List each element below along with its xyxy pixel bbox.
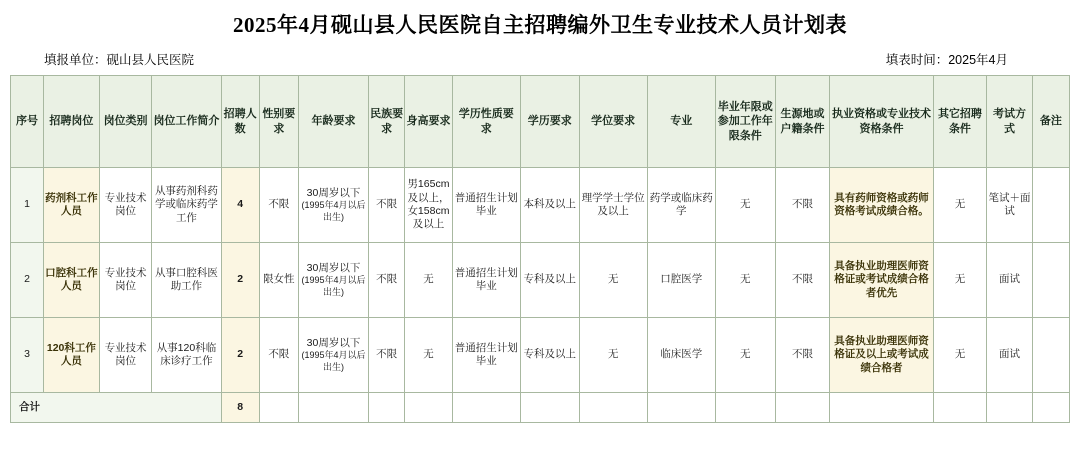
cell-age-main: 30周岁以下: [306, 336, 361, 349]
cell-ethnic: 不限: [369, 318, 405, 393]
cell-count: 2: [221, 243, 259, 318]
header-exam: 考试方式: [987, 76, 1032, 168]
cell-age-note: (1995年4月以后出生): [301, 350, 366, 372]
total-blank-gender: [259, 393, 298, 423]
header-other: 其它招聘条件: [933, 76, 987, 168]
cell-edu-nature: 普通招生计划毕业: [452, 243, 520, 318]
cell-remark: [1032, 168, 1069, 243]
header-remark: 备注: [1032, 76, 1069, 168]
total-blank-edu-nature: [452, 393, 520, 423]
cell-other: 无: [933, 168, 987, 243]
header-household: 生源地或户籍条件: [775, 76, 830, 168]
cell-age-note: (1995年4月以后出生): [301, 275, 366, 297]
cell-exam: 笔试＋面试: [987, 168, 1032, 243]
header-years: 毕业年限或参加工作年限条件: [715, 76, 775, 168]
cell-other: 无: [933, 243, 987, 318]
cell-count: 4: [221, 168, 259, 243]
header-intro: 岗位工作简介: [152, 76, 221, 168]
header-count: 招聘人数: [221, 76, 259, 168]
cell-qualification: 具有药师资格或药师资格考试成绩合格。: [830, 168, 933, 243]
reporting-unit-label: 填报单位：砚山县人民医院: [44, 53, 195, 67]
cell-age: [298, 318, 368, 393]
cell-edu-level: 专科及以上: [520, 318, 579, 393]
cell-degree: 理学学士学位及以上: [579, 168, 647, 243]
header-gender: 性别要求: [259, 76, 298, 168]
total-blank-qualification: [830, 393, 933, 423]
table-row: [11, 168, 1070, 243]
cell-gender: 限女性: [259, 243, 298, 318]
cell-major: 口腔医学: [647, 243, 715, 318]
total-blank-height: [405, 393, 452, 423]
total-blank-age: [298, 393, 368, 423]
cell-category: 专业技术岗位: [99, 243, 152, 318]
total-blank-remark: [1032, 393, 1069, 423]
cell-years: 无: [715, 243, 775, 318]
total-blank-other: [933, 393, 987, 423]
header-major: 专业: [647, 76, 715, 168]
total-blank-years: [715, 393, 775, 423]
cell-post: 120科工作人员: [44, 318, 100, 393]
cell-seq: 2: [11, 243, 44, 318]
cell-degree: 无: [579, 318, 647, 393]
cell-qualification: 具备执业助理医师资格证及以上或考试成绩合格者: [830, 318, 933, 393]
cell-major: 药学或临床药学: [647, 168, 715, 243]
cell-age: [298, 243, 368, 318]
header-ethnic: 民族要求: [369, 76, 405, 168]
header-edu-level: 学历要求: [520, 76, 579, 168]
cell-household: 不限: [775, 318, 830, 393]
cell-ethnic: 不限: [369, 168, 405, 243]
total-blank-ethnic: [369, 393, 405, 423]
cell-post: 口腔科工作人员: [44, 243, 100, 318]
cell-age-main: 30周岁以下: [306, 186, 361, 199]
cell-remark: [1032, 318, 1069, 393]
meta-row: [0, 41, 1080, 75]
cell-household: 不限: [775, 243, 830, 318]
cell-height: 无: [405, 318, 452, 393]
cell-height: 男165cm及以上，女158cm及以上: [405, 168, 452, 243]
cell-years: 无: [715, 318, 775, 393]
total-blank-edu-level: [520, 393, 579, 423]
cell-major: 临床医学: [647, 318, 715, 393]
cell-age-main: 30周岁以下: [306, 261, 361, 274]
cell-household: 不限: [775, 168, 830, 243]
table-row: [11, 243, 1070, 318]
cell-seq: 1: [11, 168, 44, 243]
cell-edu-level: 本科及以上: [520, 168, 579, 243]
total-blank-exam: [987, 393, 1032, 423]
cell-age: [298, 168, 368, 243]
total-blank-major: [647, 393, 715, 423]
cell-gender: 不限: [259, 168, 298, 243]
header-post: 招聘岗位: [44, 76, 100, 168]
header-category: 岗位类别: [99, 76, 152, 168]
table-total-row: [11, 393, 1070, 423]
page-title: 2025年4月砚山县人民医院自主招聘编外卫生专业技术人员计划表: [233, 13, 847, 37]
cell-age-note: (1995年4月以后出生): [301, 200, 366, 222]
table-row: [11, 318, 1070, 393]
header-qualification: 执业资格或专业技术资格条件: [830, 76, 933, 168]
report-date-label: 填表时间：2025年4月: [885, 53, 1008, 67]
header-age: 年龄要求: [298, 76, 368, 168]
cell-height: 无: [405, 243, 452, 318]
cell-intro: 从事口腔科医助工作: [152, 243, 221, 318]
cell-seq: 3: [11, 318, 44, 393]
header-seq: 序号: [11, 76, 44, 168]
cell-intro: 从事120科临床诊疗工作: [152, 318, 221, 393]
cell-remark: [1032, 243, 1069, 318]
total-blank-degree: [579, 393, 647, 423]
cell-ethnic: 不限: [369, 243, 405, 318]
cell-exam: 面试: [987, 318, 1032, 393]
cell-intro: 从事药剂科药学或临床药学工作: [152, 168, 221, 243]
cell-count: 2: [221, 318, 259, 393]
total-label: 合计: [11, 393, 222, 423]
recruitment-plan-table: [10, 75, 1070, 423]
cell-other: 无: [933, 318, 987, 393]
cell-post: 药剂科工作人员: [44, 168, 100, 243]
cell-gender: 不限: [259, 318, 298, 393]
cell-category: 专业技术岗位: [99, 168, 152, 243]
cell-degree: 无: [579, 243, 647, 318]
cell-edu-level: 专科及以上: [520, 243, 579, 318]
total-count: 8: [221, 393, 259, 423]
cell-years: 无: [715, 168, 775, 243]
cell-edu-nature: 普通招生计划毕业: [452, 318, 520, 393]
table-header-row: [11, 76, 1070, 168]
header-height: 身高要求: [405, 76, 452, 168]
header-edu-nature: 学历性质要求: [452, 76, 520, 168]
header-degree: 学位要求: [579, 76, 647, 168]
cell-exam: 面试: [987, 243, 1032, 318]
cell-edu-nature: 普通招生计划毕业: [452, 168, 520, 243]
cell-category: 专业技术岗位: [99, 318, 152, 393]
cell-qualification: 具备执业助理医师资格证或考试成绩合格者优先: [830, 243, 933, 318]
total-blank-household: [775, 393, 830, 423]
